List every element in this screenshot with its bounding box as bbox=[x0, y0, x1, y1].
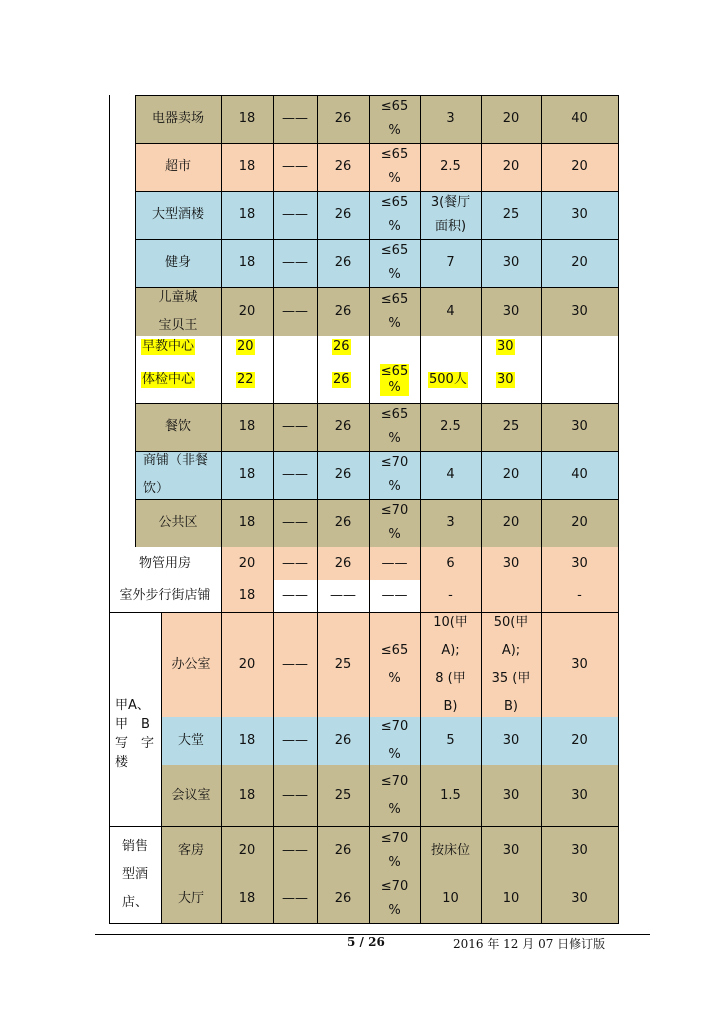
highlighted-text: 早教中心 bbox=[142, 338, 195, 354]
table-cell bbox=[273, 336, 317, 357]
hotel-group-label bbox=[109, 826, 161, 923]
table-cell-text: 10 bbox=[442, 891, 459, 906]
table-cell bbox=[541, 95, 618, 143]
table-cell bbox=[317, 826, 369, 875]
table-cell-text: 18 bbox=[238, 255, 256, 270]
table-cell bbox=[481, 403, 541, 451]
table-cell-text: —— bbox=[282, 842, 308, 858]
table-cell bbox=[369, 336, 420, 357]
table-cell-text: 3(餐厅 面积) bbox=[430, 195, 471, 234]
table-cell bbox=[481, 451, 541, 499]
table-cell-text: ≤70 % bbox=[380, 455, 409, 494]
table-cell bbox=[420, 239, 481, 287]
table-hline bbox=[135, 239, 619, 240]
table-cell bbox=[221, 336, 273, 357]
table-cell bbox=[541, 143, 618, 191]
table-cell bbox=[221, 612, 273, 717]
table-cell bbox=[541, 191, 618, 239]
table-cell-text: 20 bbox=[571, 159, 588, 174]
table-cell-text: ≤70 % bbox=[380, 879, 409, 918]
row-name-cell-text: 公共区 bbox=[158, 515, 198, 530]
table-cell bbox=[273, 612, 317, 717]
table-cell bbox=[541, 287, 618, 336]
table-cell bbox=[481, 612, 541, 717]
table-cell bbox=[481, 191, 541, 239]
table-cell bbox=[541, 239, 618, 287]
table-cell-text: —— bbox=[282, 515, 308, 530]
table-cell bbox=[481, 547, 541, 580]
table-cell-text: 26 bbox=[334, 467, 352, 482]
hotel-group-label-text: 销售 型酒 店、 bbox=[121, 838, 148, 910]
table-cell-text: —— bbox=[282, 467, 308, 482]
table-cell bbox=[273, 547, 317, 580]
table-cell bbox=[317, 191, 369, 239]
row-name-cell-text: 大堂 bbox=[177, 733, 204, 748]
table-cell bbox=[481, 357, 541, 403]
row-name-cell bbox=[135, 239, 221, 287]
table-cell-text: ≤70 % bbox=[380, 830, 409, 870]
table-cell-text: 2.5 bbox=[440, 159, 461, 174]
table-hline bbox=[135, 287, 619, 288]
table-cell bbox=[481, 499, 541, 547]
table-cell-text: 26 bbox=[334, 419, 352, 434]
table-cell-text: 30 bbox=[502, 733, 520, 748]
table-cell bbox=[541, 612, 618, 717]
table-cell bbox=[420, 403, 481, 451]
table-cell bbox=[273, 95, 317, 143]
table-hline bbox=[109, 826, 619, 827]
row-name-cell bbox=[135, 499, 221, 547]
table-vline bbox=[541, 95, 542, 923]
table-cell-text: 26 bbox=[334, 207, 352, 222]
table-cell-text: 18 bbox=[238, 733, 256, 748]
table-cell-text: 2.5 bbox=[440, 419, 461, 434]
table-cell bbox=[221, 826, 273, 875]
table-cell-text: 4 bbox=[446, 303, 455, 319]
table-cell bbox=[221, 875, 273, 923]
row-name-cell bbox=[161, 612, 221, 717]
table-cell bbox=[481, 580, 541, 612]
table-cell bbox=[369, 765, 420, 826]
table-cell-text: 30 bbox=[571, 891, 588, 906]
table-cell bbox=[369, 875, 420, 923]
table-cell bbox=[481, 143, 541, 191]
table-cell bbox=[420, 547, 481, 580]
table-cell-text: 1.5 bbox=[440, 787, 461, 803]
table-cell bbox=[420, 191, 481, 239]
table-cell bbox=[273, 499, 317, 547]
table-cell bbox=[541, 499, 618, 547]
table-cell bbox=[420, 612, 481, 717]
table-cell-text: 18 bbox=[238, 159, 256, 174]
table-hline bbox=[161, 923, 619, 924]
table-cell-text: 按床位 bbox=[430, 842, 470, 858]
table-cell bbox=[317, 717, 369, 765]
row-name-cell-text: 大型酒楼 bbox=[151, 207, 204, 222]
table-cell-text: 7 bbox=[446, 255, 455, 270]
table-cell bbox=[317, 875, 369, 923]
revision-date: 2016 年 12 月 07 日修订版 bbox=[453, 937, 606, 951]
table-hline bbox=[135, 95, 619, 96]
table-cell bbox=[369, 143, 420, 191]
table-cell bbox=[420, 875, 481, 923]
highlight-row-name bbox=[135, 336, 221, 357]
table-hline bbox=[135, 143, 619, 144]
row-name-cell bbox=[161, 717, 221, 765]
table-cell-text: 25 bbox=[502, 207, 520, 222]
table-cell bbox=[481, 95, 541, 143]
row-name-cell-text: 会议室 bbox=[171, 787, 211, 803]
table-cell bbox=[273, 717, 317, 765]
page-number: 5 / 26 bbox=[347, 935, 385, 949]
row-name-cell-text: 物管用房 bbox=[138, 555, 191, 571]
table-cell-text: —— bbox=[330, 588, 356, 603]
table-cell-text: ≤65 % bbox=[380, 195, 409, 234]
table-cell bbox=[317, 451, 369, 499]
row-name-cell-text: 餐饮 bbox=[164, 419, 191, 434]
table-cell-text: 20 bbox=[238, 656, 256, 672]
table-cell bbox=[273, 143, 317, 191]
table-cell-text: 26 bbox=[334, 891, 352, 906]
table-cell bbox=[221, 451, 273, 499]
table-cell-text: 30 bbox=[502, 842, 520, 858]
table-cell-text: - bbox=[577, 588, 582, 603]
highlighted-text: ≤65 % bbox=[380, 364, 409, 395]
table-cell bbox=[541, 826, 618, 875]
table-cell-text: —— bbox=[282, 207, 308, 222]
table-cell bbox=[541, 336, 618, 357]
table-cell-text: 5 bbox=[446, 733, 455, 748]
row-name-cell-text: 办公室 bbox=[171, 656, 211, 672]
table-cell bbox=[369, 547, 420, 580]
table-vline bbox=[420, 95, 421, 923]
table-cell bbox=[221, 580, 273, 612]
highlighted-text: 20 bbox=[237, 338, 254, 354]
row-name-cell bbox=[161, 875, 221, 923]
footer-rule bbox=[95, 934, 650, 935]
table-cell bbox=[541, 765, 618, 826]
table-cell-text: 20 bbox=[502, 111, 520, 126]
row-name-cell bbox=[135, 95, 221, 143]
table-cell bbox=[420, 143, 481, 191]
table-cell-text: 30 bbox=[502, 555, 520, 571]
row-name-cell bbox=[135, 191, 221, 239]
table-cell-text: 18 bbox=[238, 787, 256, 803]
table-cell-text: 18 bbox=[238, 207, 256, 222]
table-cell-text: ≤70 % bbox=[380, 773, 409, 817]
row-name-cell-text: 商铺（非餐 饮） bbox=[143, 453, 209, 496]
table-cell-text: 26 bbox=[334, 255, 352, 270]
table-cell bbox=[369, 451, 420, 499]
table-cell-text: 26 bbox=[334, 515, 352, 530]
table-cell-text: 26 bbox=[334, 842, 352, 858]
table-cell-text: 20 bbox=[571, 255, 588, 270]
table-cell-text: 20 bbox=[571, 733, 588, 748]
office-group-label-text: 甲A、 甲 B 写 字 楼 bbox=[115, 698, 155, 770]
table-cell bbox=[273, 191, 317, 239]
table-cell bbox=[221, 717, 273, 765]
table-cell bbox=[481, 336, 541, 357]
table-cell-text: 30 bbox=[571, 207, 588, 222]
table-vline bbox=[317, 95, 318, 923]
table-cell bbox=[317, 143, 369, 191]
table-cell-text: 26 bbox=[334, 111, 352, 126]
table-cell-text: —— bbox=[282, 588, 308, 603]
table-cell bbox=[317, 765, 369, 826]
table-cell-text: —— bbox=[282, 111, 308, 126]
table-cell bbox=[221, 143, 273, 191]
table-cell-text: 20 bbox=[502, 515, 520, 530]
table-cell bbox=[273, 403, 317, 451]
table-cell-text: 30 bbox=[571, 787, 588, 803]
table-cell bbox=[481, 239, 541, 287]
table-cell bbox=[481, 717, 541, 765]
table-cell-text: 30 bbox=[502, 255, 520, 270]
table-cell-text: 26 bbox=[334, 555, 352, 571]
table-cell bbox=[221, 287, 273, 336]
table-cell-text: —— bbox=[381, 555, 408, 571]
table-cell bbox=[369, 239, 420, 287]
table-cell-text: 25 bbox=[334, 656, 352, 672]
table-cell bbox=[221, 403, 273, 451]
table-cell-text: ≤70 % bbox=[380, 719, 409, 762]
table-cell-text: 10(甲 A); 8 (甲 B) bbox=[433, 614, 468, 714]
table-hline bbox=[135, 499, 619, 500]
table-hline bbox=[109, 612, 619, 613]
table-cell bbox=[221, 765, 273, 826]
table-cell-text: 18 bbox=[238, 467, 256, 482]
table-cell-text: —— bbox=[282, 419, 308, 434]
table-cell bbox=[273, 826, 317, 875]
table-cell bbox=[369, 826, 420, 875]
table-hline bbox=[135, 191, 619, 192]
table-cell-text: 4 bbox=[446, 467, 455, 482]
table-cell bbox=[541, 403, 618, 451]
table-cell bbox=[481, 287, 541, 336]
table-cell-text: 3 bbox=[446, 111, 455, 126]
table-cell-text: —— bbox=[282, 787, 308, 803]
table-cell bbox=[481, 826, 541, 875]
table-hline bbox=[135, 451, 619, 452]
table-cell-text: 18 bbox=[238, 515, 256, 530]
outer-left-border bbox=[109, 95, 110, 923]
highlighted-text: 30 bbox=[497, 372, 514, 387]
table-cell bbox=[273, 451, 317, 499]
row-name-cell-text: 健身 bbox=[164, 255, 191, 270]
table-cell bbox=[273, 765, 317, 826]
table-cell bbox=[420, 451, 481, 499]
table-cell bbox=[369, 499, 420, 547]
table-cell-text: 6 bbox=[446, 555, 455, 571]
table-cell bbox=[481, 875, 541, 923]
table-cell bbox=[317, 499, 369, 547]
table-cell bbox=[369, 612, 420, 717]
table-cell-text: 18 bbox=[238, 891, 256, 906]
row-name-cell bbox=[161, 826, 221, 875]
table-cell-text: 40 bbox=[571, 111, 588, 126]
row-name-cell-text: 客房 bbox=[177, 842, 204, 858]
table-cell-text: 50(甲 A); 35 (甲 B) bbox=[491, 614, 531, 714]
table-cell-text: —— bbox=[282, 891, 308, 906]
table-cell-text: 10 bbox=[502, 891, 520, 906]
table-cell bbox=[317, 403, 369, 451]
table-cell bbox=[273, 287, 317, 336]
table-vline bbox=[221, 547, 222, 612]
row-name-cell bbox=[109, 580, 221, 612]
table-cell bbox=[273, 580, 317, 612]
table-cell-text: —— bbox=[282, 303, 308, 319]
highlighted-text: 26 bbox=[333, 338, 350, 354]
table-cell bbox=[221, 239, 273, 287]
table-cell bbox=[221, 499, 273, 547]
table-cell-text: 20 bbox=[238, 555, 256, 571]
table-cell bbox=[317, 357, 369, 403]
table-cell bbox=[420, 499, 481, 547]
row-name-cell-text: 电器卖场 bbox=[151, 111, 204, 126]
table-cell-text: 20 bbox=[571, 515, 588, 530]
table-cell-text: 30 bbox=[502, 303, 520, 319]
table-hline bbox=[109, 923, 162, 924]
highlighted-text: 26 bbox=[333, 372, 350, 387]
table-vline bbox=[273, 95, 274, 923]
table-cell-text: —— bbox=[282, 733, 308, 748]
row-name-cell bbox=[135, 143, 221, 191]
highlighted-text: 体检中心 bbox=[142, 372, 195, 387]
table-vline bbox=[481, 95, 482, 923]
table-cell bbox=[273, 239, 317, 287]
table-cell bbox=[481, 765, 541, 826]
table-cell bbox=[420, 717, 481, 765]
row-name-cell-text: 室外步行街店铺 bbox=[119, 588, 211, 603]
table-cell-text: 40 bbox=[571, 467, 588, 482]
table-cell bbox=[317, 580, 369, 612]
table-cell bbox=[369, 287, 420, 336]
table-cell-text: 18 bbox=[238, 111, 256, 126]
table-cell-text: 20 bbox=[238, 842, 256, 858]
table-cell-text: —— bbox=[282, 255, 308, 270]
table-cell bbox=[369, 95, 420, 143]
table-cell bbox=[420, 765, 481, 826]
table-cell-text: 26 bbox=[334, 733, 352, 748]
table-cell-text: 30 bbox=[571, 419, 588, 434]
table-vline bbox=[221, 612, 222, 923]
table-vline bbox=[369, 95, 370, 923]
highlight-row-name bbox=[135, 357, 221, 403]
table-cell bbox=[420, 357, 481, 403]
table-cell-text: 3 bbox=[446, 515, 455, 530]
table-cell bbox=[420, 580, 481, 612]
table-cell-text: ≤65 % bbox=[380, 147, 409, 186]
table-cell-text: —— bbox=[282, 656, 308, 672]
table-cell-text: 26 bbox=[334, 159, 352, 174]
office-group-label bbox=[109, 612, 161, 826]
table-cell-text: 25 bbox=[502, 419, 520, 434]
table-cell-text: ≤65 % bbox=[380, 291, 409, 331]
table-cell bbox=[541, 451, 618, 499]
row-name-cell-text: 儿童城 宝贝王 bbox=[158, 289, 198, 333]
table-cell bbox=[221, 191, 273, 239]
table-cell bbox=[221, 95, 273, 143]
table-cell-text: 20 bbox=[502, 467, 520, 482]
row-name-cell bbox=[135, 451, 221, 499]
table-cell bbox=[369, 580, 420, 612]
table-hline bbox=[541, 403, 619, 404]
table-cell bbox=[541, 580, 618, 612]
table-cell-text: ≤65 % bbox=[380, 243, 409, 282]
table-cell-text: ≤65 % bbox=[380, 407, 409, 446]
group-divider bbox=[161, 612, 162, 923]
row-name-cell-text: 大厅 bbox=[177, 891, 204, 906]
highlighted-text: 30 bbox=[497, 338, 514, 354]
table-cell-text: 26 bbox=[334, 303, 352, 319]
highlighted-text: 22 bbox=[237, 372, 254, 387]
table-cell bbox=[273, 357, 317, 403]
table-vline bbox=[221, 95, 222, 547]
table-cell-text: ≤65 % bbox=[380, 99, 409, 138]
table-cell bbox=[369, 191, 420, 239]
table-cell bbox=[317, 95, 369, 143]
highlighted-text: 500人 bbox=[429, 372, 467, 387]
table-cell-text: 18 bbox=[238, 588, 256, 603]
table-cell bbox=[420, 336, 481, 357]
table-cell-text: 30 bbox=[571, 555, 588, 571]
table-cell-text: 20 bbox=[238, 303, 256, 319]
row-name-cell bbox=[109, 547, 221, 580]
table-cell-text: 30 bbox=[571, 842, 588, 858]
table-cell-text: —— bbox=[282, 159, 308, 174]
table-cell bbox=[221, 357, 273, 403]
table-cell-text: - bbox=[448, 588, 453, 603]
table-cell bbox=[369, 717, 420, 765]
table-cell bbox=[541, 717, 618, 765]
table-cell-text: ≤65 % bbox=[380, 642, 409, 686]
row-name-cell bbox=[135, 403, 221, 451]
table-cell bbox=[369, 403, 420, 451]
table-cell bbox=[317, 336, 369, 357]
table-cell bbox=[317, 612, 369, 717]
table-vline bbox=[618, 95, 619, 923]
table-cell-text: 30 bbox=[571, 303, 588, 319]
table-cell bbox=[221, 547, 273, 580]
table-cell-text: 30 bbox=[502, 787, 520, 803]
table-vline bbox=[135, 95, 136, 547]
table-cell bbox=[369, 357, 420, 403]
row-name-cell-text: 超市 bbox=[164, 159, 191, 174]
table-cell-text: 18 bbox=[238, 419, 256, 434]
table-cell bbox=[317, 547, 369, 580]
table-cell bbox=[541, 357, 618, 403]
table-cell-text: 25 bbox=[334, 787, 352, 803]
table-cell-text: ≤70 % bbox=[380, 503, 409, 542]
table-cell bbox=[317, 239, 369, 287]
table-cell-text: 20 bbox=[502, 159, 520, 174]
row-name-cell bbox=[135, 287, 221, 336]
table-cell bbox=[420, 95, 481, 143]
table-cell bbox=[541, 875, 618, 923]
table-cell bbox=[317, 287, 369, 336]
table-cell bbox=[541, 547, 618, 580]
table-cell-text: 30 bbox=[571, 656, 588, 672]
table-cell bbox=[273, 875, 317, 923]
row-name-cell bbox=[161, 765, 221, 826]
table-cell-text: —— bbox=[282, 555, 308, 571]
table-cell bbox=[420, 287, 481, 336]
table-cell bbox=[420, 826, 481, 875]
table-cell-text: —— bbox=[381, 588, 408, 603]
